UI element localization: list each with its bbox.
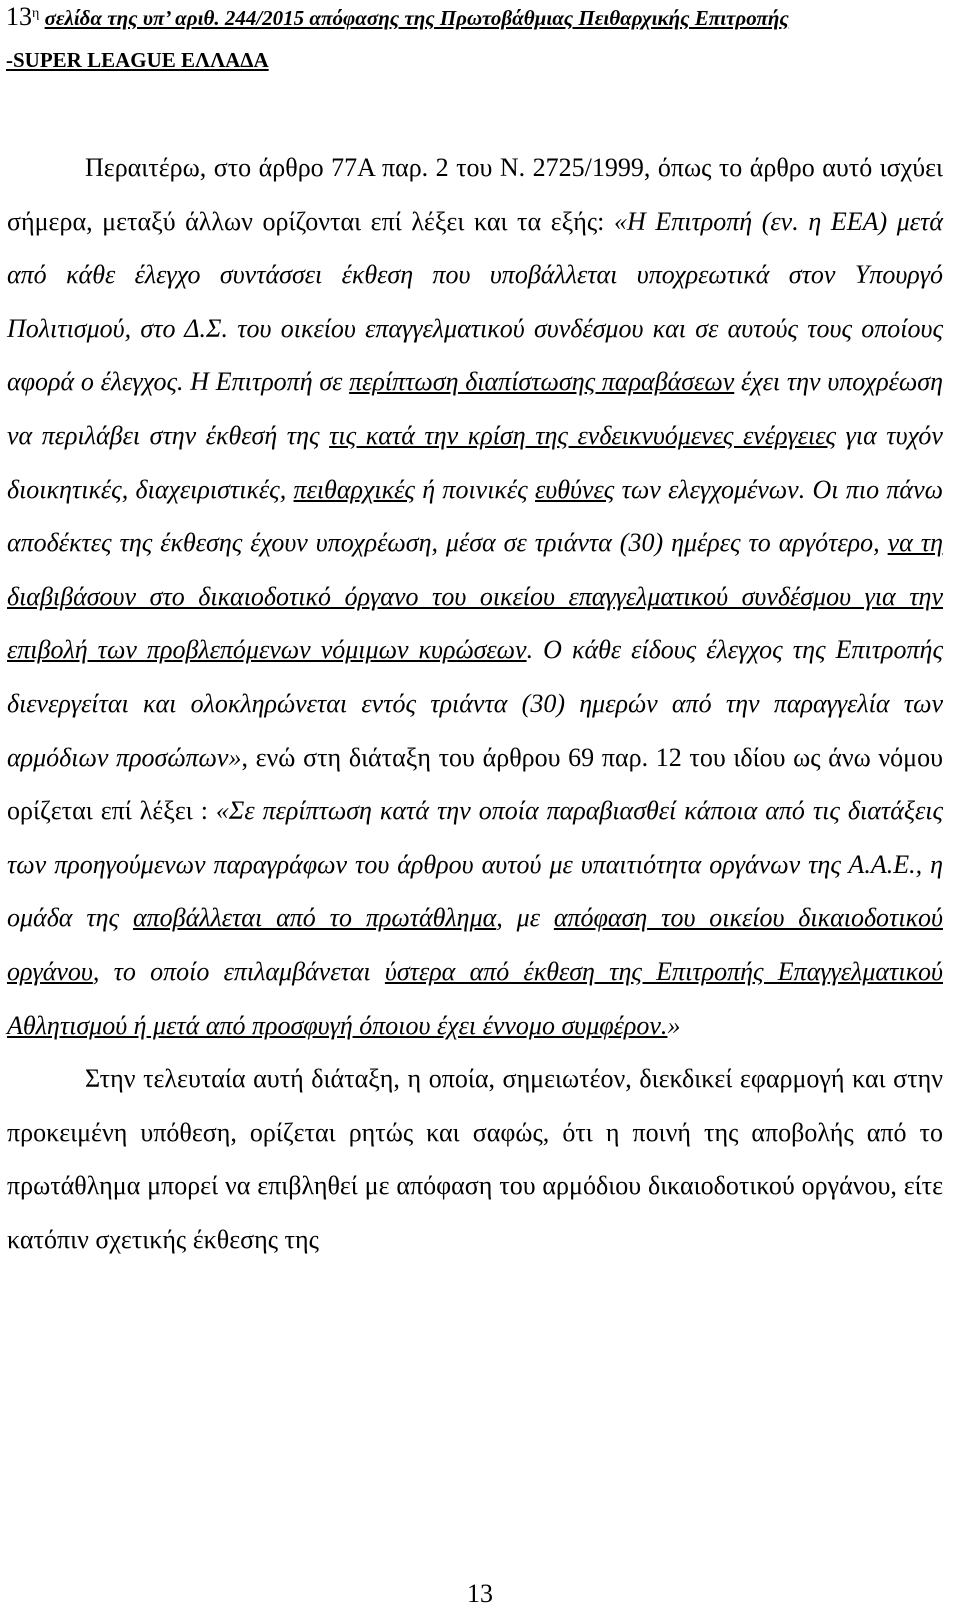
page-header [6, 2, 946, 75]
text-run: Περαιτέρω, στο άρθρο 77Α παρ. 2 του Ν. 2725/1999, όπως το άρθρο αυτό ισχύει σήμερα, μεταξύ άλλων ορίζονται επί λέξει και τα εξής: [7, 153, 943, 236]
header-page-number: 13 [6, 2, 32, 31]
underlined-run: αποβάλλεται από το πρωτάθλημα [132, 903, 497, 933]
underlined-run: περίπτωση διαπίστωσης παραβάσεων [349, 367, 735, 397]
quote-run: «Η Επιτροπή (εν. η ΕΕΑ) μετά από κάθε έλεγχο συντάσσει έκθεση που υποβάλλεται υποχρεωτικά στον Υπουργό Πολιτισμού, στο Δ.Σ. του οικείου επαγγελματικού συνδέσμου και σε αυτούς τους οποίους αφορά ο έλεγχος. Η Επιτροπή σε [7, 206, 943, 397]
quote-run: » [667, 1010, 681, 1040]
header-page-superscript: η [32, 6, 40, 21]
quote-run: . Ο κάθε είδους έλεγχος της Επιτροπής διενεργείται και ολοκληρώνεται εντός τριάντα (30) ημερών από την παραγγελία των αρμόδιων προσώπων» [7, 635, 943, 772]
quote-run: έχει την υποχρέωση να περιλάβει στην έκθεσή της [7, 367, 944, 450]
underlined-run: απόφαση του οικείου δικαιοδοτικού οργάνου [7, 903, 943, 986]
underlined-run: πειθαρχικές [293, 474, 415, 504]
quote-run: «Σε περίπτωση κατά την οποία παραβιασθεί κάποια από τις διατάξεις των προηγούμενων παραγράφων του άρθρου αυτού με υπαιτιότητα οργάνων της Α.Α.Ε., η ομάδα της [7, 796, 943, 933]
paragraph-2: Στην τελευταία αυτή διάταξη, η οποία, σημειωτέον, διεκδικεί εφαρμογή και στην προκειμένη υπόθεση, ορίζεται ρητώς και σαφώς, ότι η ποινή της αποβολής από το πρωτάθλημα μπορεί να επιβληθεί με απόφαση του αρμόδιου δικαιοδοτικού οργάνου, είτε κατόπιν σχετικής έκθεσης της [7, 1064, 943, 1254]
header-title: σελίδα της υπ’ αριθ. 244/2015 απόφασης της Πρωτοβάθμιας Πειθαρχικής Επιτροπής [44, 6, 789, 30]
text-run: , ενώ στη διάταξη του άρθρου 69 παρ. 12 του ιδίου ως άνω νόμου ορίζεται επί λέξει : [7, 742, 943, 826]
header-line-2: -SUPER LEAGUE ΕΛΛΑΔΑ [6, 48, 269, 72]
quote-run: των ελεγχομένων. Οι πιο πάνω αποδέκτες της έκθεσης έχουν υποχρέωση, μέσα σε τριάντα (30) ημέρες το αργότερο, [7, 474, 943, 558]
quote-run: για τυχόν διοικητικές, διαχειριστικές, [7, 420, 943, 504]
page-number-footer: 13 [467, 1579, 493, 1608]
underlined-run: να τη διαβιβάσουν στο δικαιοδοτικό όργανο του οικείου επαγγελματικού συνδέσμου για την επιβολή των προβλεπόμενων νόμιμων κυρώσεων [7, 528, 943, 665]
header-line-1 [6, 2, 946, 33]
underlined-run: ύστερα από έκθεση της Επιτροπής Επαγγελματικού Αθλητισμού ή μετά από προσφυγή όποιου έχει έννομο συμφέρον. [7, 956, 943, 1040]
document-body [7, 141, 943, 1266]
quote-run: ή ποινικές [414, 474, 536, 504]
underlined-run: τις κατά την κρίση της ενδεικνυόμενες ενέργειες [329, 420, 837, 450]
quote-run: , με [496, 903, 554, 933]
underlined-run: ευθύνες [535, 474, 615, 504]
quote-run: , το οποίο επιλαμβάνεται [92, 956, 385, 986]
paragraph-1 [7, 141, 943, 1052]
